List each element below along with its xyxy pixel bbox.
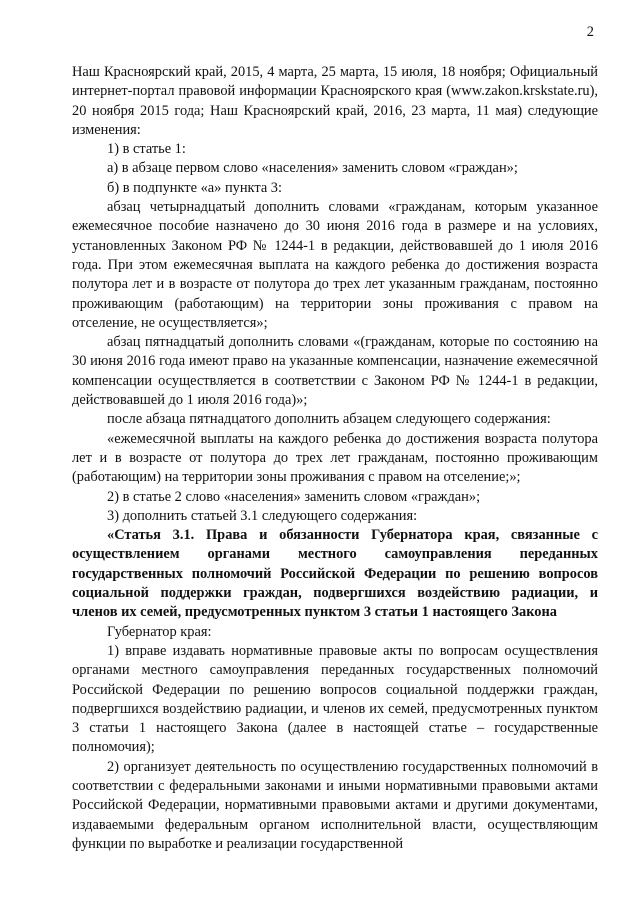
body-text [72,63,598,854]
paragraph-abzac-15: абзац пятнадцатый дополнить словами «(гражданам, которые по состоянию на 30 июня 2016 года имеют право на указанные компенсации, назначение ежемесячной компенсации осуществляется в соответствии с Законом РФ № 1244-1 в редакции, действовавшей до 1 июля 2016 года)»; [72,334,598,409]
paragraph-governor-2: 2) организует деятельность по осуществлению государственных полномочий в соответствии с федеральными законами и иными нормативными правовыми актами Российской Федерации, нормативными правовыми актами и другими документами, издаваемыми федеральным органом исполнительной власти, осуществляющим функции по выработке и реализации государственной [72,758,598,852]
paragraph-after-15: после абзаца пятнадцатого дополнить абзацем следующего содержания: [107,411,551,428]
paragraph-item-1a: а) в абзаце первом слово «населения» заменить словом «граждан»; [107,160,518,177]
paragraph-item-3: 3) дополнить статьей 3.1 следующего содержания: [107,507,418,524]
paragraph-item-1: 1) в статье 1: [107,141,186,158]
paragraph-abzac-14: абзац четырнадцатый дополнить словами «гражданам, которым указанное ежемесячное пособие назначено до 30 июня 2016 года в размере и на условиях, установленных Законом РФ № 1244-1 в редакции, действовавшей до 1 июля 2016 года. При этом ежемесячная выплата на каждого ребенка до достижения возраста полутора лет и в возрасте от полутора до трех лет указанным гражданам, постоянно проживающим (работающим) на территории зоны проживания с правом на отселение, не осуществляется»; [72,199,598,331]
paragraph-preamble-continuation: Наш Красноярский край, 2015, 4 марта, 25 марта, 15 июля, 18 ноября; Официальный интернет-портал правовой информации Красноярского края (www.zakon.krskstate.ru), 20 ноября 2015 года; Наш Красноярский край, 2016, 23 марта, 11 мая) следующие изменения: [72,64,598,138]
paragraph-item-2: 2) в статье 2 слово «населения» заменить словом «граждан»; [107,488,481,505]
paragraph-item-1b: б) в подпункте «а» пункта 3: [107,179,282,196]
page-number: 2 [586,24,594,40]
paragraph-monthly-payment: «ежемесячной выплаты на каждого ребенка до достижения возраста полутора лет и в возрасте от полутора до трех лет гражданам, постоянно проживающим (работающим) на территории зоны проживания с правом на отселение;»; [72,430,598,486]
paragraph-governor: Губернатор края: [107,623,212,640]
paragraph-governor-1: 1) вправе издавать нормативные правовые акты по вопросам осуществления органами местного самоуправления переданных государственных полномочий Российской Федерации по решению вопросов социальной поддержки граждан, подвергшихся воздействию радиации, и членов их семей, предусмотренных пунктом 3 статьи 1 настоящего Закона (далее в настоящей статье – государственные полномочия); [72,642,598,756]
article-3-1-heading: «Статья 3.1. Права и обязанности Губернатора края, связанные с осуществлением органами местного самоуправления переданных государственных полномочий Российской Федерации по решению вопросов социальной поддержки граждан, подвергшихся воздействию радиации, и членов их семей, предусмотренных пунктом 3 статьи 1 настоящего Закона [72,527,598,621]
